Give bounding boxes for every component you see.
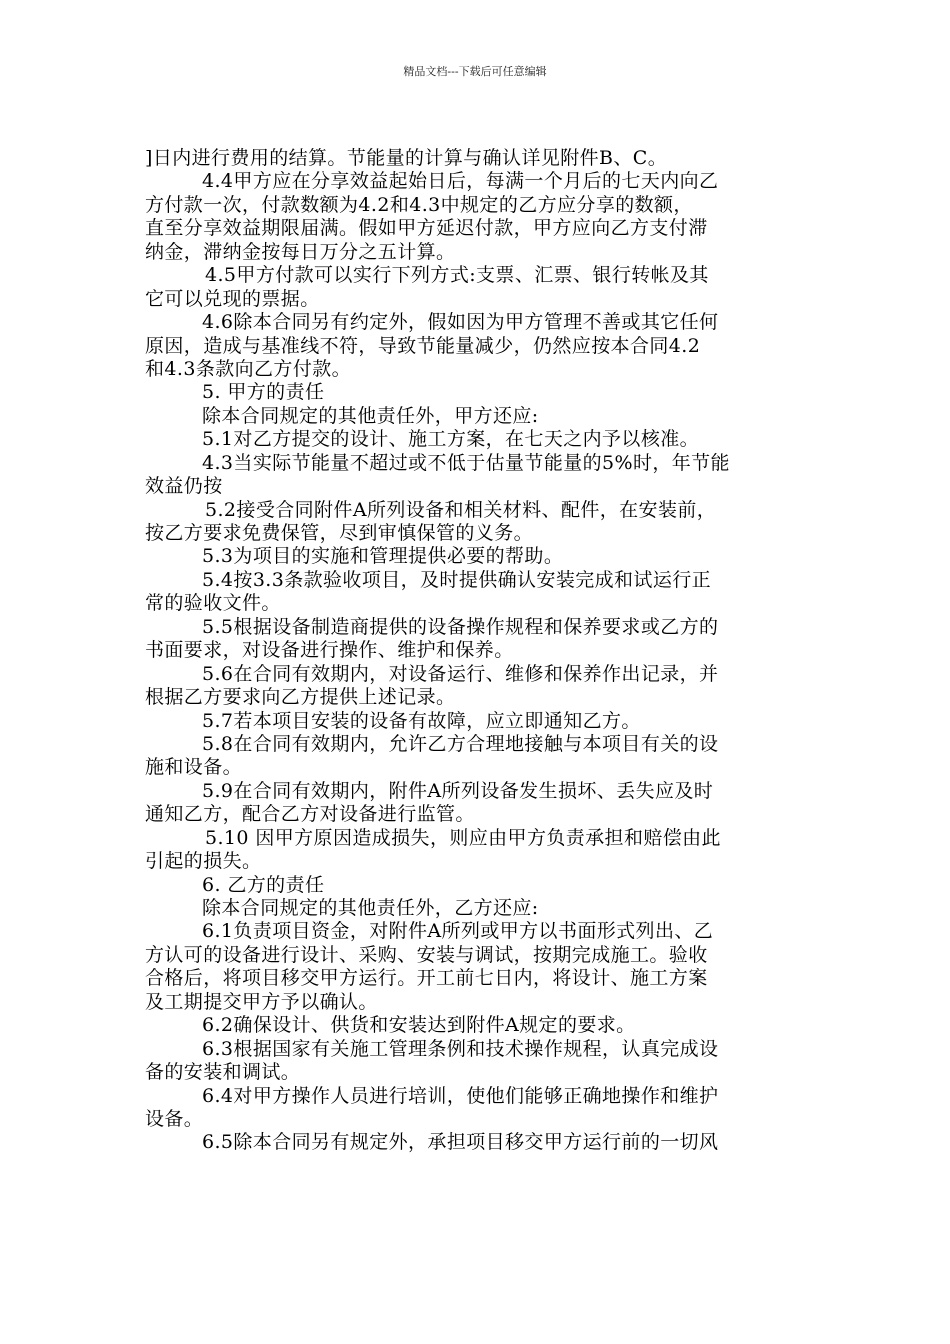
paragraph-line: 纳金，滞纳金按每日万分之五计算。: [145, 240, 456, 263]
paragraph-line: 5.7若本项目安装的设备有故障，应立即通知乙方。: [202, 709, 641, 732]
paragraph-line: 除本合同规定的其他责任外，甲方还应:: [202, 404, 539, 427]
paragraph-line: 效益仍按: [145, 475, 223, 498]
paragraph-line: 5.6在合同有效期内，对设备运行、维修和保养作出记录，并: [202, 662, 719, 685]
paragraph-line: 按乙方要求免费保管，尽到审慎保管的义务。: [145, 522, 534, 544]
paragraph-line: 5.1对乙方提交的设计、施工方案，在七天之内予以核准。: [202, 428, 700, 451]
paragraph-line: 6.2确保设计、供货和安装达到附件A规定的要求。: [202, 1014, 636, 1037]
paragraph-line: 施和设备。: [145, 756, 243, 779]
paragraph-line: 除本合同规定的其他责任外，乙方还应:: [202, 897, 539, 919]
paragraph-line: 备的安装和调试。: [145, 1061, 301, 1084]
paragraph-line: 6.3根据国家有关施工管理条例和技术操作规程，认真完成设: [202, 1037, 719, 1060]
paragraph-line: 方认可的设备进行设计、采购、安装与调试，按期完成施工。验收: [145, 943, 708, 966]
paragraph-line: 4.3当实际节能量不超过或不低于估量节能量的5%时，年节能: [202, 451, 730, 474]
document-body: [145, 147, 810, 1155]
section-heading: 5. 甲方的责任: [202, 381, 325, 404]
paragraph-line: ]日内进行费用的结算。节能量的计算与确认详见附件B、C。: [145, 147, 668, 169]
paragraph-line: 6.4对甲方操作人员进行培训，使他们能够正确地操作和维护: [202, 1084, 719, 1107]
paragraph-line: 根据乙方要求向乙方提供上述记录。: [145, 686, 456, 709]
paragraph-line: 5.3为项目的实施和管理提供必要的帮助。: [202, 545, 564, 568]
paragraph-line: 及工期提交甲方予以确认。: [145, 990, 378, 1013]
paragraph-line: 4.5甲方付款可以实行下列方式:支票、汇票、银行转帐及其: [205, 264, 709, 287]
paragraph-line: 合格后，将项目移交甲方运行。开工前七日内，将设计、施工方案: [145, 967, 708, 990]
paragraph-line: 6.5除本合同另有规定外，承担项目移交甲方运行前的一切风: [202, 1131, 719, 1154]
paragraph-line: 5.8在合同有效期内，允许乙方合理地接触与本项目有关的设: [202, 732, 719, 755]
paragraph-line: 方付款一次，付款数额为4.2和4.3中规定的乙方应分享的数额，: [145, 193, 693, 216]
paragraph-line: 引起的损失。: [145, 850, 262, 873]
paragraph-line: 原因，造成与基准线不符，导致节能量减少，仍然应按本合同4.2: [145, 334, 701, 357]
page-header: 精品文档---下载后可任意编辑: [403, 65, 547, 78]
paragraph-line: 5.2接受合同附件A所列设备和相关材料、配件，在安装前，: [205, 498, 717, 521]
paragraph-line: 直至分享效益期限届满。假如甲方延迟付款，甲方应向乙方支付滞: [145, 217, 708, 240]
paragraph-line: 常的验收文件。: [145, 592, 281, 615]
paragraph-line: 和4.3条款向乙方付款。: [145, 357, 352, 380]
paragraph-line: 4.6除本合同另有约定外，假如因为甲方管理不善或其它任何: [202, 311, 719, 334]
paragraph-line: 书面要求，对设备进行操作、维护和保养。: [145, 639, 514, 662]
paragraph-line: 4.4甲方应在分享效益起始日后，每满一个月后的七天内向乙: [202, 170, 719, 193]
paragraph-line: 通知乙方，配合乙方对设备进行监管。: [145, 803, 475, 826]
paragraph-line: 它可以兑现的票据。: [145, 287, 320, 310]
paragraph-line: 5.5根据设备制造商提供的设备操作规程和保养要求或乙方的: [202, 615, 719, 638]
section-heading: 6. 乙方的责任: [202, 873, 325, 896]
paragraph-line: 5.10 因甲方原因造成损失，则应由甲方负责承担和赔偿由此: [205, 826, 721, 849]
paragraph-line: 6.1负责项目资金，对附件A所列或甲方以书面形式列出、乙: [202, 920, 714, 943]
paragraph-line: 5.4按3.3条款验收项目，及时提供确认安装完成和试运行正: [202, 568, 712, 591]
paragraph-line: 设备。: [145, 1107, 204, 1130]
paragraph-line: 5.9在合同有效期内，附件A所列设备发生损坏、丢失应及时: [202, 779, 714, 802]
